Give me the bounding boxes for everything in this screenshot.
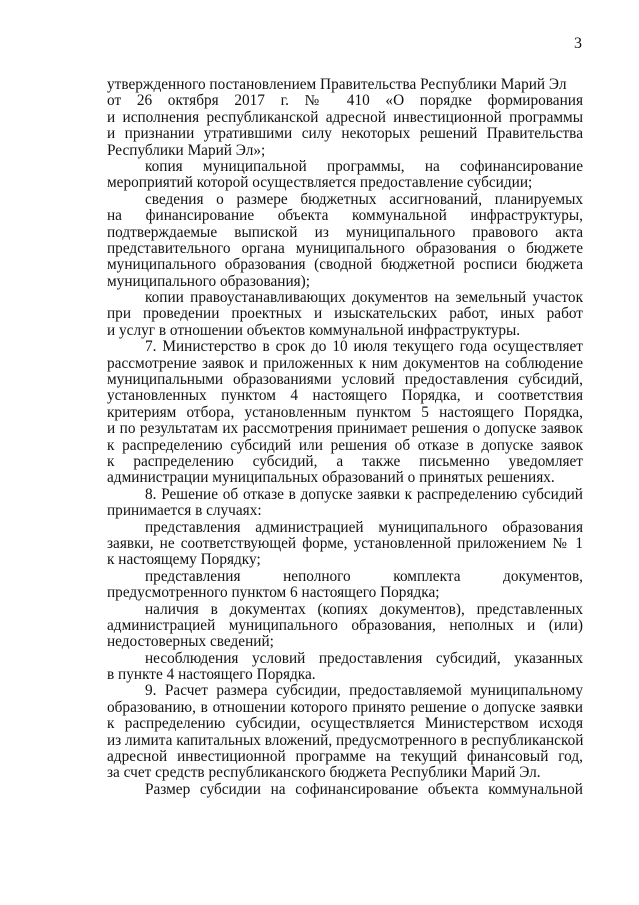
text-line: муниципального образования (сводной бюджетной росписи бюджета [107, 256, 583, 274]
text-line: представительного органа муниципального образования о бюджете [107, 239, 583, 257]
text-line: представления неполного комплекта документов, [145, 567, 583, 585]
text-line: к распределению субсидии, осуществляется Министерством исходя [107, 715, 583, 733]
text-line: копия муниципальной программы, на софинансирование [145, 157, 583, 175]
text-line: к настоящему Порядку; [107, 551, 261, 569]
text-line: и по результатам их рассмотрения принимает решения о допуске заявок [107, 420, 583, 438]
text-line: адресной инвестиционной программе на текущий финансовый год, [107, 748, 583, 766]
text-line: администрацией муниципального образования, неполных и (или) [107, 616, 583, 634]
text-line: предусмотренного пунктом 6 настоящего Порядка; [107, 584, 440, 602]
text-line: при проведении проектных и изыскательских работ, иных работ [107, 305, 583, 323]
text-line: к распределению субсидий, а также письменно уведомляет [107, 452, 583, 470]
text-line: от 26 октября 2017 г. № 410 «О порядке формирования [107, 92, 583, 110]
text-line: утвержденного постановлением Правительства Республики Марий Эл [107, 76, 567, 93]
text-line: критериям отбора, установленным пунктом 5 настоящего Порядка, [107, 403, 583, 421]
text-line: копии правоустанавливающих документов на земельный участок [145, 289, 583, 307]
text-line: Республики Марий Эл»; [107, 141, 266, 159]
text-line: сведения о размере бюджетных ассигнований, планируемых [145, 190, 583, 208]
text-line: подтверждаемые выпиской из муниципального правового акта [107, 223, 583, 241]
text-line: и признании утратившими силу некоторых решений Правительства [107, 125, 583, 143]
text-line: из лимита капитальных вложений, предусмотренного в республиканской [107, 731, 584, 749]
text-line: принимается в случаях: [107, 502, 262, 520]
text-line: к распределению субсидий или решения об отказе в допуске заявок [107, 436, 583, 454]
text-line: в пункте 4 настоящего Порядка. [107, 666, 316, 684]
text-line: наличия в документах (копиях документов), представленных [145, 600, 583, 618]
text-line: недостоверных сведений; [107, 633, 274, 651]
text-line: установленных пунктом 4 настоящего Порядка, и соответствия [107, 387, 583, 405]
text-line: муниципального образования); [107, 272, 311, 290]
text-line: и услуг в отношении объектов коммунальной инфраструктуры. [107, 321, 521, 339]
text-line: несоблюдения условий предоставления субсидий, указанных [145, 649, 583, 667]
text-line: представления администрацией муниципального образования [145, 518, 583, 536]
text-line: 9. Расчет размера субсидии, предоставляемой муниципальному [145, 682, 583, 700]
text-line: за счет средств республиканского бюджета Республики Марий Эл. [107, 764, 541, 782]
text-line: заявки, не соответствующей форме, установленной приложением № 1 [107, 534, 583, 552]
text-line: 8. Решение об отказе в допуске заявки к распределению субсидий [145, 485, 583, 503]
text-line: на финансирование объекта коммунальной инфраструктуры, [107, 207, 583, 225]
text-line: рассмотрение заявок и приложенных к ним документов на соблюдение [107, 354, 583, 372]
text-line: Размер субсидии на софинансирование объекта коммунальной [145, 780, 583, 798]
page-number: 3 [574, 35, 582, 52]
text-line: администрации муниципальных образований о принятых решениях. [107, 469, 555, 487]
text-line: мероприятий которой осуществляется предоставление субсидии; [107, 174, 533, 192]
text-line: и исполнения республиканской адресной инвестиционной программы [107, 108, 583, 126]
text-line: образованию, в отношении которого принято решение о допуске заявки [107, 698, 583, 716]
text-line: 7. Министерство в срок до 10 июля текущего года осуществляет [145, 338, 583, 356]
text-line: муниципальными образованиями условий предоставления субсидий, [107, 371, 583, 389]
document-body [107, 77, 583, 798]
